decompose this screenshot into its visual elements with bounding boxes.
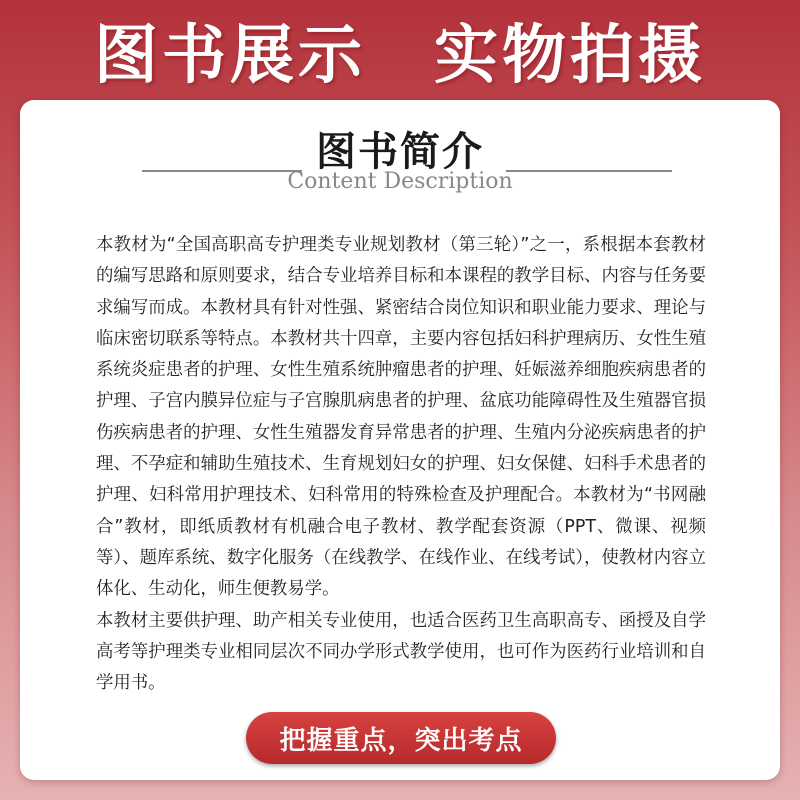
description-text bbox=[96, 230, 706, 699]
highlight-badge-label: 把握重点，突出考点 bbox=[279, 725, 523, 756]
description-paragraph: 本教材主要供护理、助产相关专业使用，也适合医药卫生高职高专、函授及自学高考等护理类专业相同层次不同办学形式教学使用，也可作为医药行业培训和自学用书。 bbox=[96, 610, 706, 694]
section-title-en: Content Description bbox=[287, 169, 513, 194]
section-heading bbox=[20, 120, 780, 200]
top-banner bbox=[0, 0, 800, 100]
banner-title: 图书展示 实物拍摄 bbox=[94, 19, 706, 93]
section-title-cn: 图书简介 bbox=[316, 129, 484, 175]
highlight-badge bbox=[246, 712, 556, 764]
content-card bbox=[20, 100, 780, 780]
description-paragraph: 本教材为“全国高职高专护理类专业规划教材（第三轮）”之一，系根据本套教材的编写思路和原则要求，结合专业培养目标和本课程的教学目标、内容与任务要求编写而成。本教材具有针对性强、紧密结合岗位知识和职业能力要求、理论与临床密切联系等特点。本教材共十四章，主要内容包括妇科护理病历、女性生殖系统炎症患者的护理、女性生殖系统肿瘤患者的护理、妊娠滋养细胞疾病患者的护理、子宫内膜异位症与子宫腺肌病患者的护理、盆底功能障碍性及生殖器官损伤疾病患者的护理、女性生殖器发育异常患者的护理、生殖内分泌疾病患者的护理、不孕症和辅助生殖技术、生育规划妇女的护理、妇女保健、妇科手术患者的护理、妇科常用护理技术、妇科常用的特殊检查及护理配合。本教材为“书网融合”教材，即纸质教材有机融合电子教材、教学配套资源（PPT、微课、视频等）、题库系统、数字化服务（在线教学、在线作业、在线考试），使教材内容立体化、生动化，师生便教易学。 bbox=[96, 235, 706, 600]
